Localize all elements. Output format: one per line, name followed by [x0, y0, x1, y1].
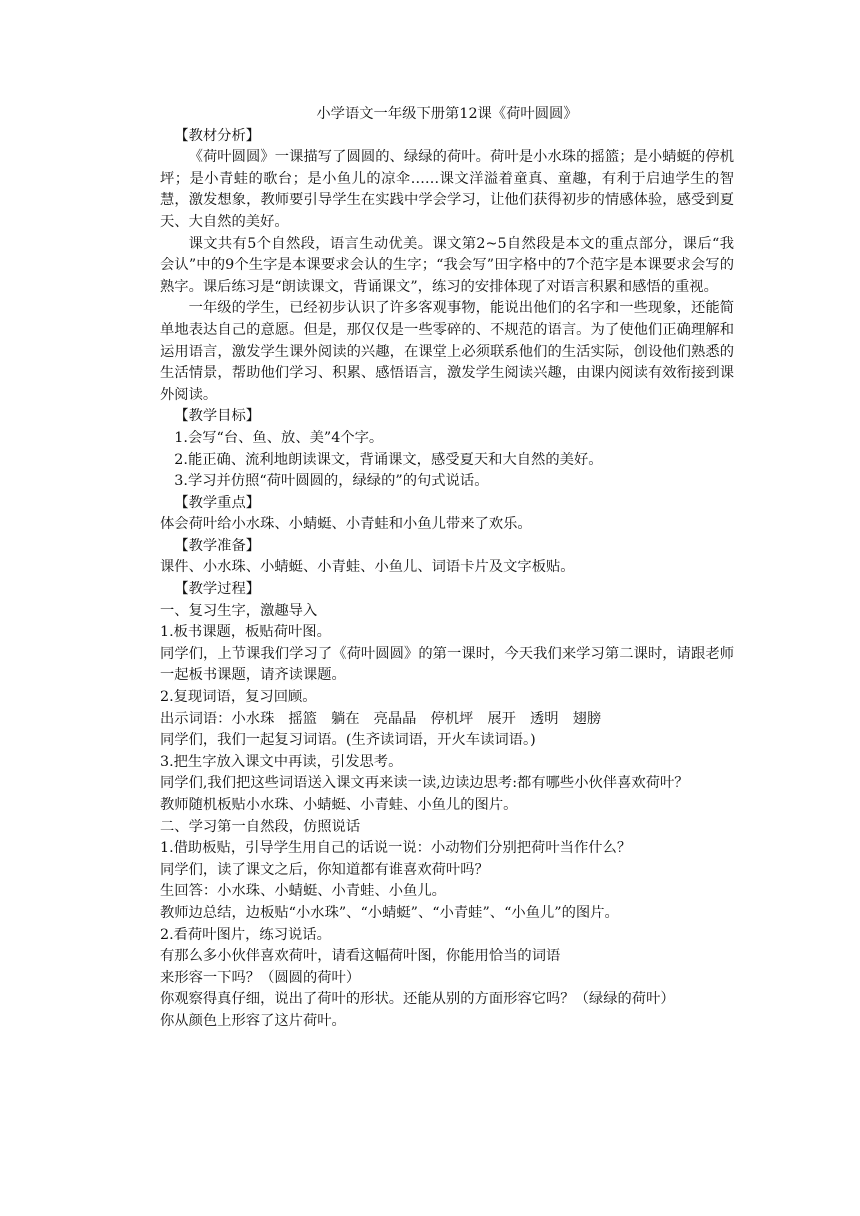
process-step-1: 1.板书课题，板贴荷叶图。: [160, 624, 331, 641]
section-heading-preparation: 【教学准备】: [174, 537, 261, 554]
vocabulary-label: 出示词语：: [160, 710, 232, 727]
preparation-text: 课件、小水珠、小蜻蜓、小青蛙、小鱼儿、词语卡片及文字板贴。: [160, 559, 575, 576]
process-step-3: 3.把生字放入课文中再读，引发思考。: [160, 753, 403, 770]
vocabulary-list: [160, 709, 734, 731]
vocabulary-word: 小水珠: [231, 710, 275, 727]
goal-item-3: 3.学习并仿照“荷叶圆圆的，绿绿的”的句式说话。: [174, 473, 489, 490]
process-task-2-line-2: 来形容一下吗？（圆圆的荷叶）: [160, 969, 361, 986]
process-task-1: 1.借助板贴，引导学生用自己的话说一说：小动物们分别把荷叶当作什么？: [160, 840, 632, 857]
process-step-2-text: 同学们，我们一起复习词语。(生齐读词语，开火车读词语。): [160, 732, 536, 749]
goal-item-2: 2.能正确、流利地朗读课文，背诵课文，感受夏天和大自然的美好。: [174, 451, 603, 468]
vocabulary-word: 躺在: [330, 710, 360, 727]
process-step-1-text: 同学们，上节课我们学习了《荷叶圆圆》的第一课时，今天我们来学习第二课时，请跟老师一起板书课题，请齐读课题。: [160, 645, 734, 684]
process-task-1-answer: 生回答：小水珠、小蜻蜓、小青蛙、小鱼儿。: [160, 883, 446, 900]
analysis-paragraph-2: 课文共有5个自然段，语言生动优美。课文第2~5自然段是本文的重点部分，课后“我会认”中的9个生字是本课要求会认的生字；“我会写”田字格中的7个范字是本课要求会写的熟字。课后练习是“朗读课文，背诵课文”，练习的安排体现了对语言积累和感悟的重视。: [160, 235, 734, 295]
document-page: [160, 104, 734, 1033]
vocabulary-word: 停机坪: [430, 710, 474, 727]
process-task-2: 2.看荷叶图片，练习说话。: [160, 926, 331, 943]
section-heading-goals: 【教学目标】: [174, 408, 261, 425]
process-step-3-text: 同学们,我们把这些词语送入课文再来读一读,边读边思考:都有哪些小伙伴喜欢荷叶？: [160, 775, 689, 792]
analysis-paragraph-1: 《荷叶圆圆》一课描写了圆圆的、绿绿的荷叶。荷叶是小水珠的摇篮；是小蜻蜓的停机坪；是小青蛙的歌台；是小鱼儿的凉伞……课文洋溢着童真、童趣，有利于启迪学生的智慧，激发想象，教师要引导学生在实践中学会学习，让他们获得初步的情感体验，感受到夏天、大自然的美好。: [160, 149, 734, 230]
analysis-paragraph-3: 一年级的学生，已经初步认识了许多客观事物，能说出他们的名字和一些现象，还能简单地表达自己的意愿。但是，那仅仅是一些零碎的、不规范的语言。为了使他们正确理解和运用语言，激发学生课外阅读的兴趣，在课堂上必须联系他们的生活实际，创设他们熟悉的生活情景，帮助他们学习、积累、感悟语言，激发学生阅读兴趣，由课内阅读有效衔接到课外阅读。: [160, 300, 734, 403]
process-part-2-heading: 二、学习第一自然段，仿照说话: [160, 818, 361, 835]
vocabulary-word: 亮晶晶: [373, 710, 417, 727]
section-heading-analysis: 【教材分析】: [174, 127, 261, 144]
process-step-2: 2.复现词语，复习回顾。: [160, 689, 317, 706]
process-task-1-summary: 教师边总结，边板贴“小水珠”、“小蜻蜓”、“小青蛙”、“小鱼儿”的图片。: [160, 904, 619, 921]
goal-item-1: 1.会写“台、鱼、放、美”4个字。: [174, 429, 384, 446]
document-title: 小学语文一年级下册第12课《荷叶圆圆》: [316, 106, 578, 122]
vocabulary-word: 透明: [529, 710, 559, 727]
process-task-2-line-3: 你观察得真仔细，说出了荷叶的形状。还能从别的方面形容它吗？（绿绿的荷叶）: [160, 991, 675, 1008]
section-heading-focus: 【教学重点】: [174, 494, 261, 511]
process-part-1-heading: 一、复习生字，激趣导入: [160, 602, 318, 619]
process-task-1-question: 同学们，读了课文之后，你知道都有谁喜欢荷叶吗？: [160, 861, 489, 878]
vocabulary-word: 摇篮: [288, 710, 317, 727]
focus-text: 体会荷叶给小水珠、小蜻蜓、小青蛙和小鱼儿带来了欢乐。: [160, 516, 532, 533]
process-step-3-text-2: 教师随机板贴小水珠、小蜻蜓、小青蛙、小鱼儿的图片。: [160, 797, 518, 813]
process-task-2-line-4: 你从颜色上形容了这片荷叶。: [160, 1012, 346, 1029]
vocabulary-word: 展开: [487, 710, 516, 727]
section-heading-process: 【教学过程】: [174, 581, 261, 598]
vocabulary-word: 翅膀: [572, 710, 602, 727]
process-task-2-line-1: 有那么多小伙伴喜欢荷叶，请看这幅荷叶图，你能用恰当的词语: [160, 948, 561, 965]
